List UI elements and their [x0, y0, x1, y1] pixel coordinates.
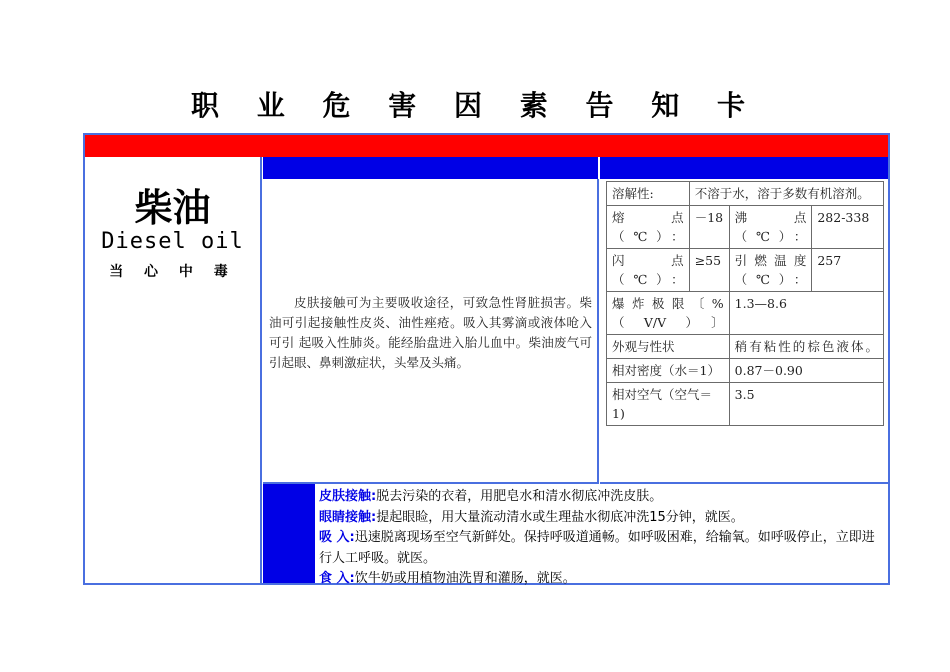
first-aid-ingest-label: 食 入:	[319, 571, 355, 586]
first-aid-ingest-text: 饮牛奶或用植物油洗胃和灌肠，就医。	[354, 571, 576, 586]
first-aid-eye	[319, 508, 886, 529]
warning-text: 当 心 中 毒	[109, 264, 236, 280]
health-hazard-text: 皮肤接触可为主要吸收途径，可致急性肾脏损害。柴油可引起接触性皮炎、油性痤疮。吸入其雾滴或液体呛入可引 起吸入性肺炎。能经胎盘进入胎儿血中。柴油废气可引起眼、鼻刺激症状，头晕及头痛。	[269, 295, 592, 370]
health-header-bar	[263, 157, 598, 179]
melting-label: 熔 点（℃）：	[607, 206, 690, 249]
table-row	[607, 335, 884, 359]
first-aid-skin-text: 脱去污染的衣着，用肥皂水和清水彻底冲洗皮肤。	[376, 489, 663, 504]
first-aid-eye-label: 眼睛接触:	[319, 509, 377, 525]
table-row	[607, 383, 884, 426]
appearance-value: 稍有粘性的棕色液体。	[729, 335, 883, 359]
properties-header-bar	[600, 157, 888, 179]
substance-name-cn: 柴油	[134, 186, 211, 230]
first-aid-inhale	[319, 528, 886, 569]
red-header-bar	[85, 135, 888, 157]
hazard-card	[83, 133, 890, 585]
first-aid-ingest	[319, 569, 886, 590]
ignition-value: 257	[812, 249, 884, 292]
first-aid-skin-label: 皮肤接触:	[319, 489, 377, 504]
first-aid-skin	[319, 487, 886, 508]
properties-cell	[600, 179, 888, 484]
health-hazard-cell	[263, 179, 599, 484]
flash-value: ≥55	[689, 249, 729, 292]
page-title: 职 业 危 害 因 素 告 知 卡	[191, 89, 759, 122]
first-aid-text	[319, 487, 886, 590]
vapor-value: 3.5	[729, 383, 883, 426]
solubility-label: 溶解性:	[607, 182, 690, 206]
density-label: 相对密度（水＝1）	[607, 359, 730, 383]
boiling-label: 沸 点（℃）：	[729, 206, 812, 249]
table-row	[607, 249, 884, 292]
first-aid-inhale-label: 吸 入:	[319, 530, 355, 545]
explosion-value: 1.3—8.6	[729, 292, 883, 335]
first-aid-eye-text: 提起眼睑，用大量流动清水或生理盐水彻底冲洗15分钟，就医。	[376, 509, 744, 525]
explosion-label: 爆炸极限〔%（V/V）〕	[607, 292, 730, 335]
flash-label: 闪 点（℃）：	[607, 249, 690, 292]
vapor-label: 相对空气（空气＝1)	[607, 383, 730, 426]
solubility-value: 不溶于水，溶于多数有机溶剂。	[689, 182, 883, 206]
first-aid-header-bar	[263, 484, 315, 583]
ignition-label: 引燃温度（℃）：	[729, 249, 812, 292]
first-aid-inhale-text: 迅速脱离现场至空气新鲜处。保持呼吸道通畅。如呼吸困难，给输氧。如呼吸停止，立即进行人工呼吸。就医。	[319, 530, 875, 566]
substance-name-cell	[85, 157, 262, 583]
boiling-value: 282-338	[812, 206, 884, 249]
properties-table	[606, 181, 884, 426]
density-value: 0.87－0.90	[729, 359, 883, 383]
substance-name-en: Diesel oil	[101, 229, 244, 254]
melting-value: －18	[689, 206, 729, 249]
appearance-label: 外观与性状	[607, 335, 730, 359]
table-row	[607, 359, 884, 383]
table-row	[607, 206, 884, 249]
table-row	[607, 182, 884, 206]
table-row	[607, 292, 884, 335]
